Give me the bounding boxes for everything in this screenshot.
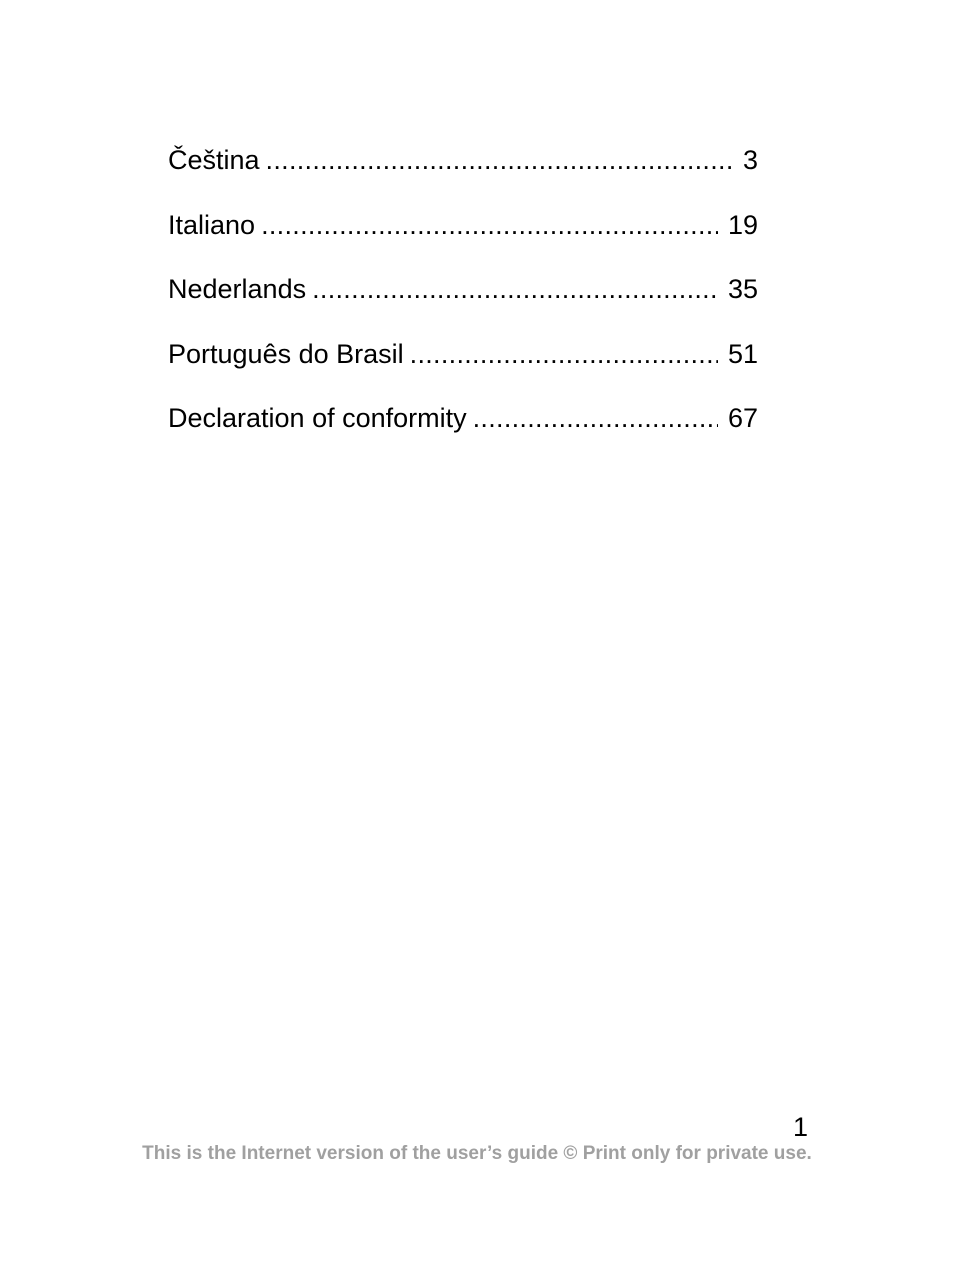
toc-entry-page: 19 [727,209,758,240]
toc-entry-page: 51 [727,338,758,369]
footer-notice: This is the Internet version of the user’s guide © Print only for private use. [142,1143,812,1164]
table-of-contents [168,141,758,464]
toc-entry-title: Italiano [168,209,256,240]
toc-entry-italiano[interactable] [168,206,758,271]
toc-dot-leader [410,335,718,373]
toc-dot-leader [312,270,718,308]
toc-entry-title: Čeština [168,145,260,175]
toc-entry-portugues[interactable] [168,335,758,400]
toc-entry-cestina[interactable] [168,141,758,206]
page-number: 1 [792,1112,808,1142]
toc-dot-leader [266,141,733,179]
toc-entry-declaration[interactable] [168,399,758,464]
toc-entry-nederlands[interactable] [168,270,758,335]
toc-entry-title: Nederlands [168,274,307,305]
toc-entry-page: 3 [742,145,758,175]
toc-entry-title: Declaration of conformity [168,403,467,434]
toc-entry-page: 35 [727,274,758,305]
toc-entry-page: 67 [727,403,758,434]
toc-entry-title: Português do Brasil [168,338,404,369]
toc-dot-leader [261,206,718,244]
toc-dot-leader [473,399,718,437]
